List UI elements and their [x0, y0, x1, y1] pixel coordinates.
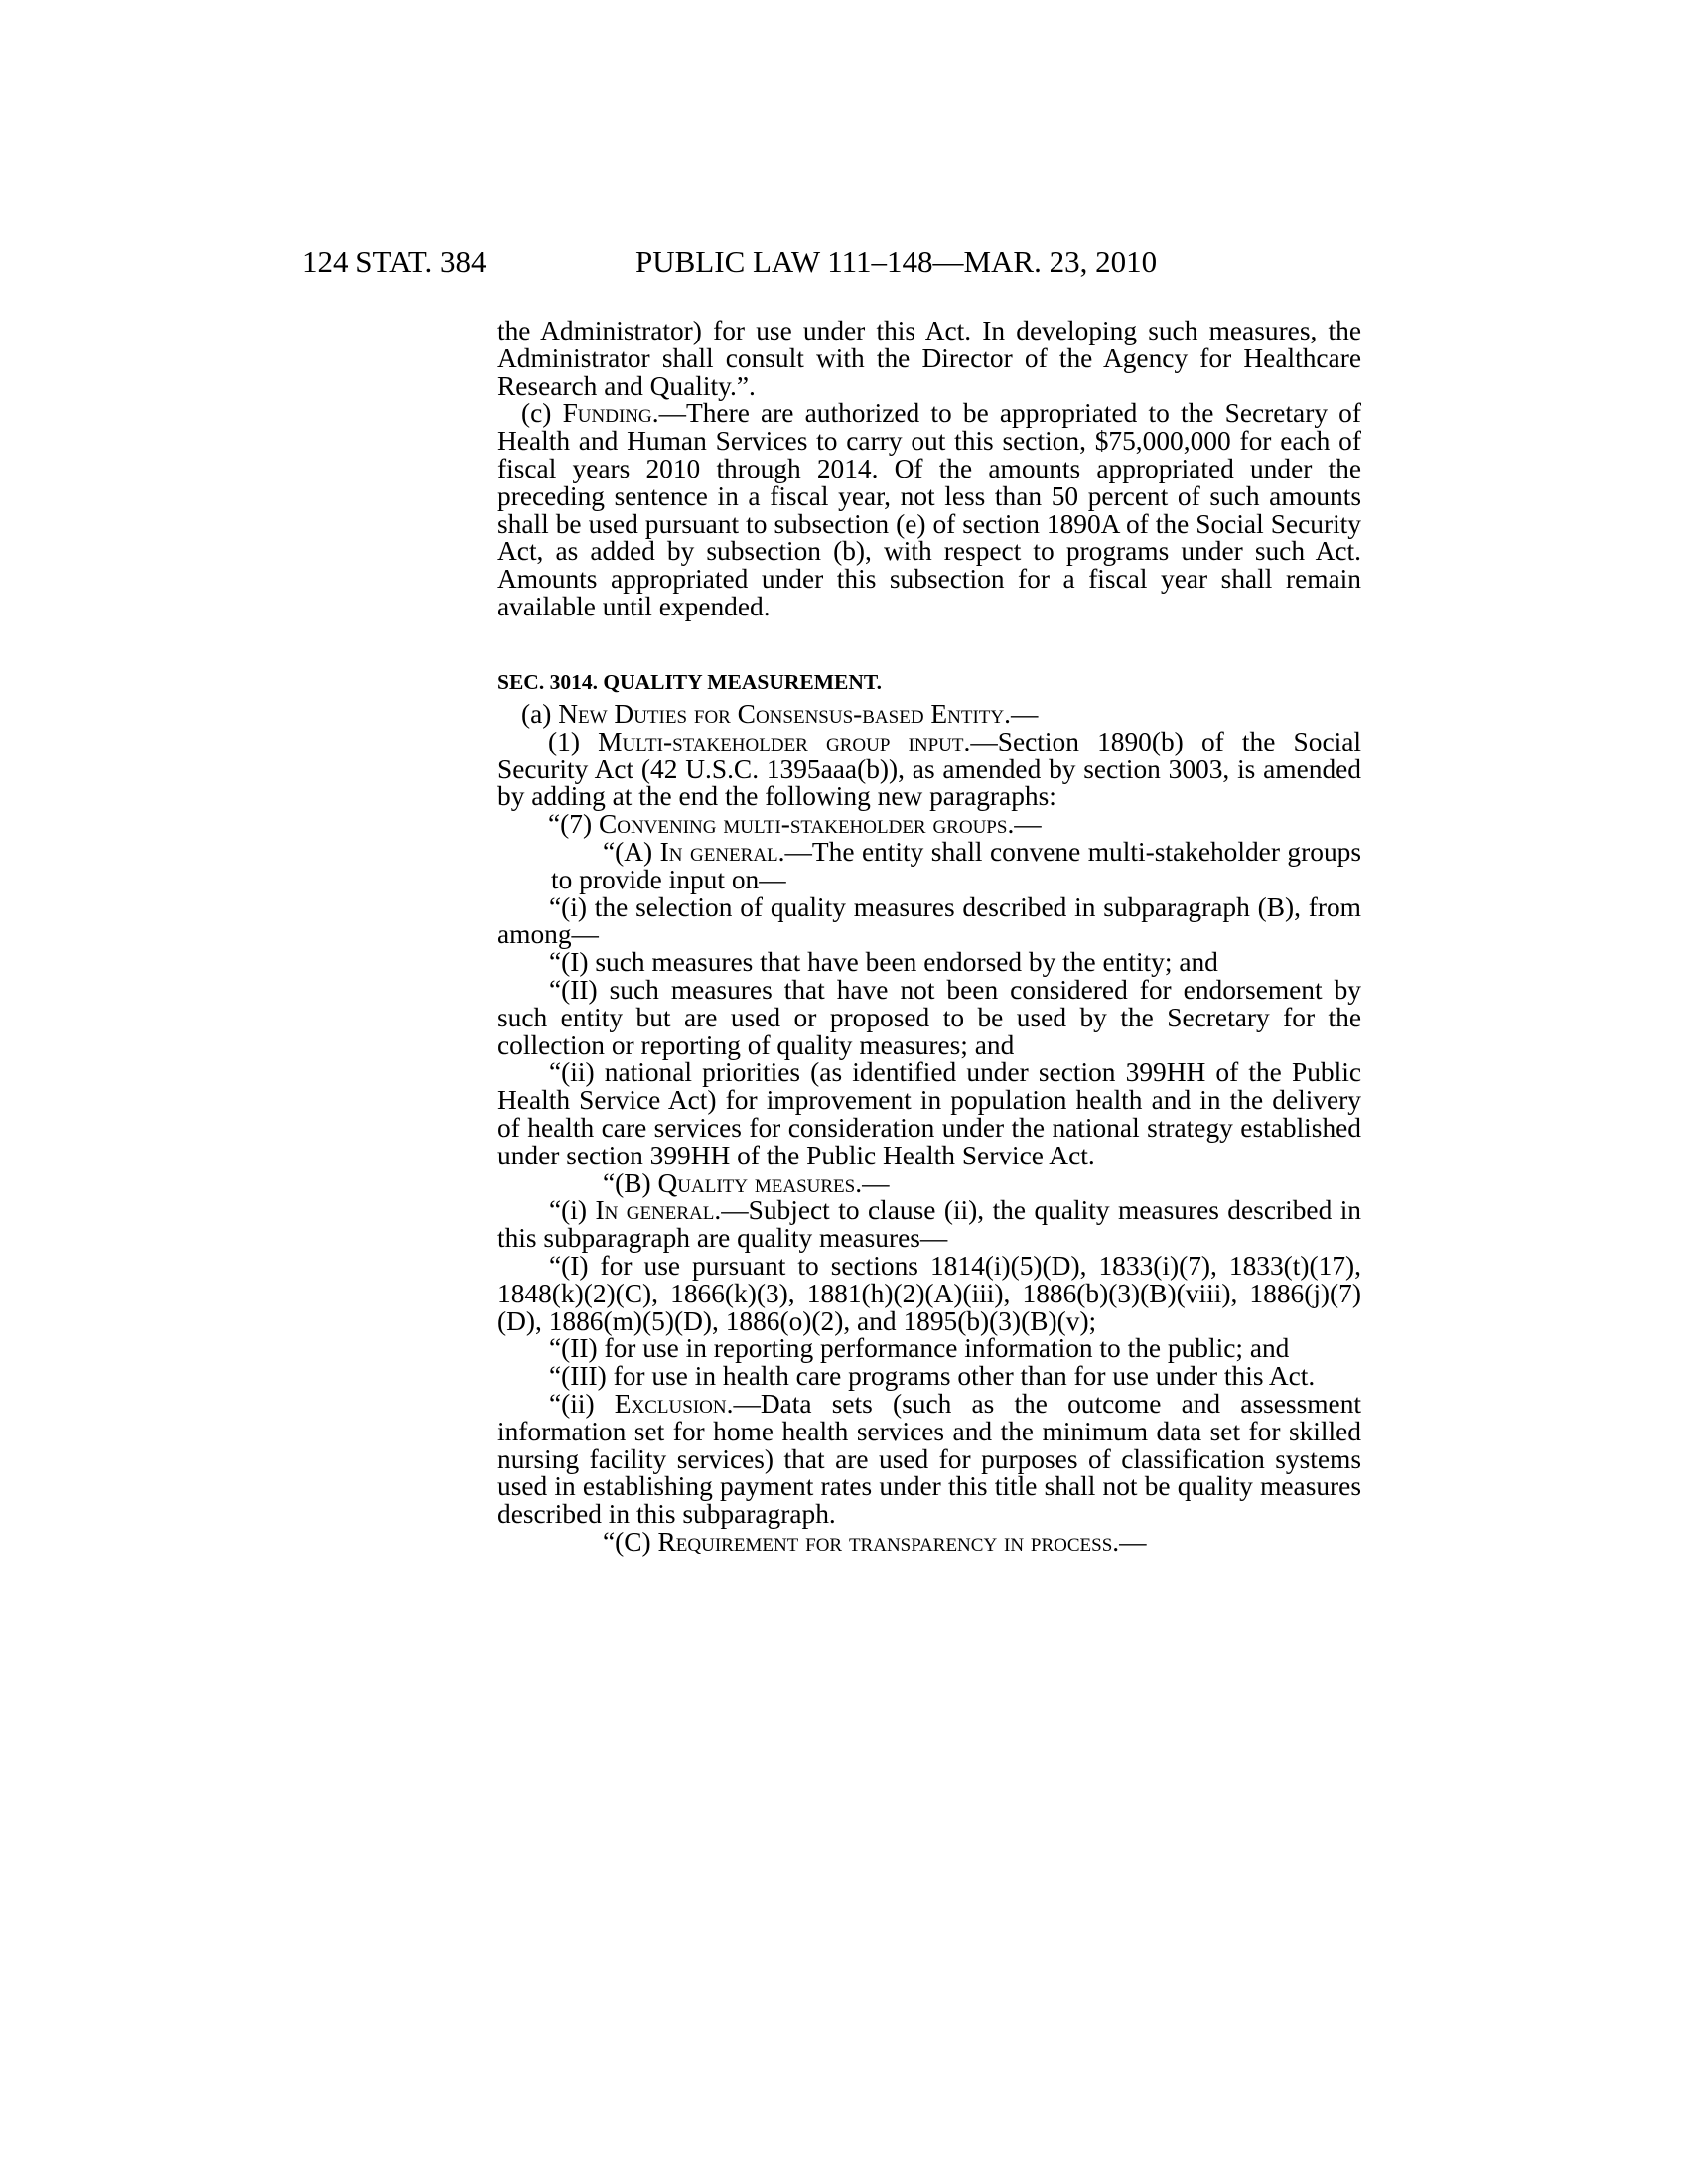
- paragraph-heading: Multi-stakeholder group input: [598, 726, 964, 756]
- paragraph-text: .—Section 1890(b) of the Social Security Act (42 U.S.C. 1395aaa(b)), as amended by section 3003, is amended by adding at the end the following new paragraphs:: [497, 726, 1362, 812]
- subclause-A-i-I: “(I) such measures that have been endorsed by the entity; and: [549, 947, 1218, 978]
- subsection-a-heading: [497, 701, 1361, 729]
- subparagraph-heading: Requirement for transparency in process: [657, 1526, 1113, 1557]
- paragraph-1: [497, 726, 1362, 812]
- clause-A-ii: “(ii) national priorities (as identified under section 399HH of the Public Health Service Act) for improvement in population health and in the delivery of health care services for consideration under the national strategy established under section 399HH of the Public Health Service Act.: [497, 1057, 1361, 1170]
- section-heading: SEC. 3014. QUALITY MEASUREMENT.: [497, 670, 883, 694]
- subparagraph-heading: In general: [659, 836, 778, 867]
- running-head: PUBLIC LAW 111–148—MAR. 23, 2010: [635, 244, 1158, 279]
- paragraph-heading: Convening multi-stakeholder groups: [598, 809, 1008, 840]
- carryover-paragraph: the Administrator) for use under this Act. In developing such measures, the Administrator shall consult with the Director of the Agency for Healthcare Research and Quality.”.: [497, 316, 1361, 401]
- subclause-B-i-I: “(I) for use pursuant to sections 1814(i)(5)(D), 1833(i)(7), 1833(t)(17), 1848(k)(2)(C), 1866(k)(3), 1881(h)(2)(A)(iii), 1886(b)(3)(B)(viii), 1886(j)(7)(D), 1886(m)(5)(D), 1886(o)(2), and 1895(b)(3)(B)(v);: [497, 1250, 1361, 1336]
- paragraph-label: (1): [548, 726, 599, 756]
- subparagraph-heading: Quality measures: [657, 1167, 856, 1198]
- clause-heading: Exclusion: [614, 1388, 727, 1419]
- subsection-dash: .—: [1004, 699, 1039, 729]
- subparagraph-label: “(A): [603, 836, 660, 867]
- subparagraph-text: .—The entity shall convene multi-stakeholder groups to provide input on—: [551, 836, 1361, 894]
- upper-text-block: [497, 318, 1361, 621]
- subparagraph-dash: .—: [855, 1167, 890, 1198]
- clause-label: “(i): [549, 1195, 596, 1226]
- paragraph-label: “(7): [548, 809, 599, 840]
- subsection-text: .—There are authorized to be appropriated to the Secretary of Health and Human Services to carry out this section, $75,000,000 for each of fiscal years 2010 through 2014. Of the amounts appropriated under the preceding sentence in a fiscal year, not less than 50 percent of such amounts shall be used pursuant to subsection (e) of section 1890A of the Social Security Act, as added by subsection (b), with respect to programs under such Act. Amounts appropriated under this subsection for a fiscal year shall remain available until expended.: [497, 398, 1361, 621]
- subsection-label: (c): [521, 398, 563, 429]
- subparagraph-label: “(C): [603, 1526, 658, 1557]
- subclause-B-i-II: “(II) for use in reporting performance information to the public; and: [549, 1333, 1290, 1364]
- clause-B-ii: [497, 1388, 1362, 1530]
- subparagraph-C-heading: [551, 1526, 1361, 1557]
- subsection-c-funding: [497, 400, 1361, 620]
- subsection-label: (a): [521, 699, 559, 729]
- subclause-B-i-III: “(III) for use in health care programs other than for use under this Act.: [549, 1361, 1316, 1392]
- subsection-heading: New Duties for Consensus-based Entity: [558, 699, 1005, 729]
- subparagraph-B-heading: [551, 1167, 1361, 1198]
- subparagraph-A: [551, 836, 1361, 894]
- subclause-A-i-II: “(II) such measures that have not been considered for endorsement by such entity but are used or proposed to be used by the Secretary for the collection or reporting of quality measures; and: [497, 974, 1361, 1060]
- clause-text: .—Data sets (such as the outcome and assessment information set for home health services and the minimum data set for skilled nursing facility services) that are used for purposes of classification systems used in establishing payment rates under this title shall not be quality measures described in this subparagraph.: [497, 1388, 1362, 1530]
- subparagraph-dash: .—: [1112, 1526, 1147, 1557]
- clause-label: “(ii): [549, 1388, 615, 1419]
- subsection-heading: Funding: [562, 398, 652, 429]
- statute-page-number: 124 STAT. 384: [302, 244, 487, 279]
- clause-B-i: [497, 1197, 1361, 1253]
- clause-text: .—Subject to clause (ii), the quality measures described in this subparagraph are quality measures—: [497, 1195, 1361, 1254]
- paragraph-7-heading: [497, 811, 1361, 839]
- paragraph-dash: .—: [1007, 809, 1042, 840]
- section-body: [497, 701, 1361, 1557]
- subparagraph-label: “(B): [603, 1167, 658, 1198]
- clause-heading: In general: [595, 1195, 715, 1226]
- clause-A-i: “(i) the selection of quality measures described in subparagraph (B), from among—: [497, 891, 1361, 950]
